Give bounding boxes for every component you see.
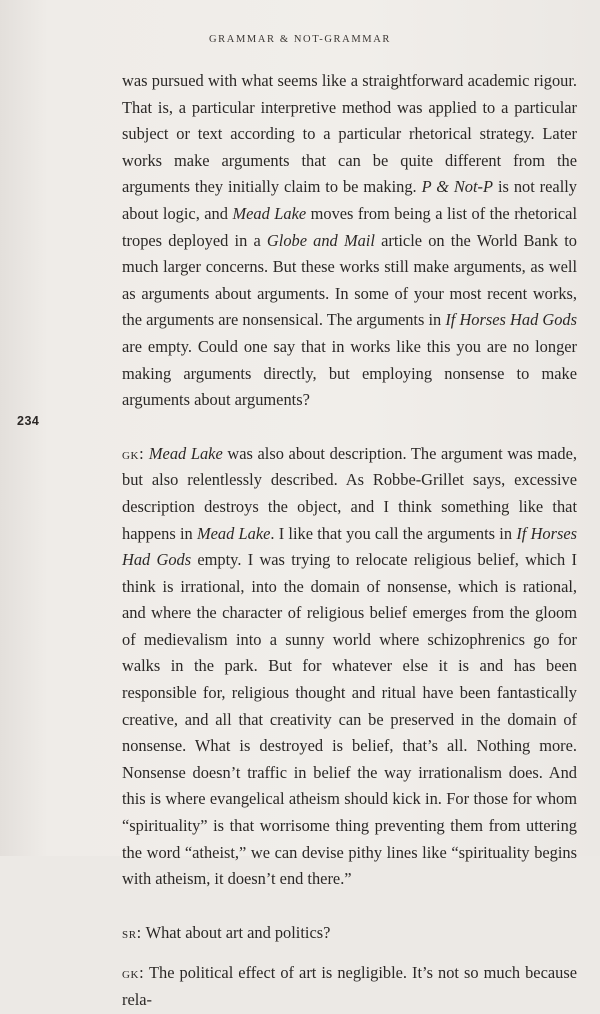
text-run: empty. I was trying to relocate religious belief, which I think is irrational, into the domain of nonsense, which is rational, and where the character of religious belief emerges from the gloom of medievalism into a sunny world where schizophrenics go for walks in the park. But for whatever else it is and has been responsible for, religious thought and ritual have been fantastically creative, and all that creativity can be preserved in the domain of nonsense. What is destroyed is belief, that’s all. Nothing more. Nonsense doesn’t traffic in belief the way irrationalism does. And this is where evangelical atheism should kick in. For those for whom “spirituality” is that worrisome thing preventing them from uttering the word “atheist,” we can devise pithy lines like “spirituality begins with atheism, it doesn’t end there.”	[122, 550, 577, 889]
italic-title: Mead Lake	[196, 523, 271, 543]
speaker-tag: gk:	[122, 443, 145, 463]
paragraph	[122, 920, 577, 947]
running-head: GRAMMAR & NOT-GRAMMAR	[209, 34, 391, 45]
italic-title: P & Not-P	[421, 177, 494, 197]
text-run: was pursued with what seems like a straightforward academic rigour. That is, a particular interpretive method was applied to a particular subject or text according to a particular rhetorical strategy. Later works make arguments that can be quite different from the arguments they initially claim to be making.	[122, 71, 577, 197]
paragraph	[122, 960, 577, 1013]
text-run: The political effect of art is negligible. It’s not so much because rela-	[122, 963, 577, 1009]
text-run: are empty. Could one say that in works like this you are no longer making arguments directly, but employing nonsense to make arguments about arguments?	[122, 336, 577, 410]
text-run: . I like that you call the arguments in	[270, 523, 517, 543]
text-run: article on the World Bank to much larger concerns. But these works still make arguments, as well as arguments about arguments. In some of your most recent works, the arguments are nonsensical. The arguments in	[122, 230, 578, 330]
paragraph	[122, 68, 577, 414]
italic-title: Mead Lake	[148, 443, 223, 463]
page-number: 234	[17, 414, 40, 428]
text-run: What about art and politics?	[141, 922, 331, 942]
speaker-tag: gk:	[122, 963, 145, 983]
text-run: is not really about logic, and	[122, 177, 577, 223]
italic-title: If Horses Had Gods	[445, 310, 577, 330]
italic-title: Mead Lake	[232, 203, 307, 223]
italic-title: If Horses Had Gods	[122, 523, 578, 570]
paragraph	[122, 441, 577, 893]
text-run: moves from being a list of the rhetorical tropes deployed in a	[122, 203, 577, 250]
speaker-tag: sr:	[122, 922, 142, 942]
body-text	[122, 68, 577, 1014]
text-run: was also about description. The argument was made, but also relentlessly described. As Robbe-Grillet says, excessive description destroys the object, and I think something like that happens in	[122, 443, 577, 543]
italic-title: Globe and Mail	[266, 230, 375, 250]
